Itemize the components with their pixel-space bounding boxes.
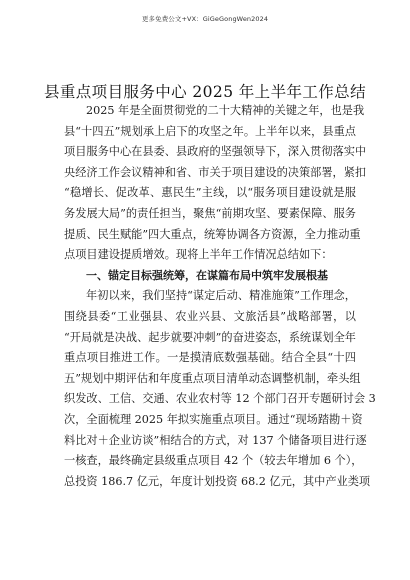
intro-line: 提质、民生赋能”四大重点，统筹协调各方资源，全力推动重: [64, 227, 361, 241]
document-title: 县重点项目服务中心 2025 年上半年工作总结: [43, 83, 366, 101]
intro-line: “稳增长、促改革、惠民生”主线，以“服务项目建设就是服: [64, 186, 356, 200]
intro-line: 项目服务中心在县委、县政府的坚强领导下，深入贯彻落实中: [64, 145, 367, 159]
section1-line: 重点项目推进工作。一是摸清底数强基础。结合全县“十四: [64, 351, 356, 365]
section1-line: 织发改、工信、交通、农业农村等 12 个部门召开专题研讨会 3: [64, 392, 376, 406]
section1-line: 总投资 186.7 亿元，年度计划投资 68.2 亿元，其中产业类项: [64, 474, 371, 488]
section1-line: 一核查，最终确定县级重点项目 42 个（较去年增加 6 个），: [64, 454, 363, 468]
intro-line: 务发展大局”的责任担当，聚焦“前期攻坚、要素保障、服务: [64, 206, 356, 220]
section-heading: 一、锚定目标强统筹，在谋篇布局中筑牢发展根基: [86, 268, 328, 282]
intro-line: 2025 年是全面贯彻党的二十大精神的关键之年，也是我: [86, 104, 365, 117]
intro-line: 央经济工作会议精神和省、市关于项目建设的决策部署，紧扣: [64, 165, 367, 179]
section1-line: 年初以来，我们坚持“谋定后动、精准施策”工作理念，: [86, 289, 356, 303]
intro-line: 县“十四五”规划承上启下的攻坚之年。上半年以来，县重点: [64, 124, 356, 138]
section1-line: 料比对＋企业访谈”相结合的方式，对 137 个储备项目进行逐: [64, 433, 367, 447]
section1-line: 次，全面梳理 2025 年拟实施重点项目。通过“现场踏勘＋资: [64, 412, 363, 426]
watermark-text: 更多免费公文+VX：GiGeGongWen2024: [141, 15, 269, 23]
intro-line: 点项目建设提质增效。现将上半年工作情况总结如下：: [64, 248, 333, 262]
section1-line: 围绕县委“工业强县、农业兴县、文旅活县”战略部署，以: [64, 309, 356, 323]
intro-paragraph: [64, 101, 376, 492]
section1-line: 五”规划中期评估和年度重点项目清单动态调整机制，牵头组: [64, 371, 361, 385]
section1-line: “开局就是决战、起步就要冲刺”的奋进姿态，系统谋划全年: [64, 330, 356, 344]
